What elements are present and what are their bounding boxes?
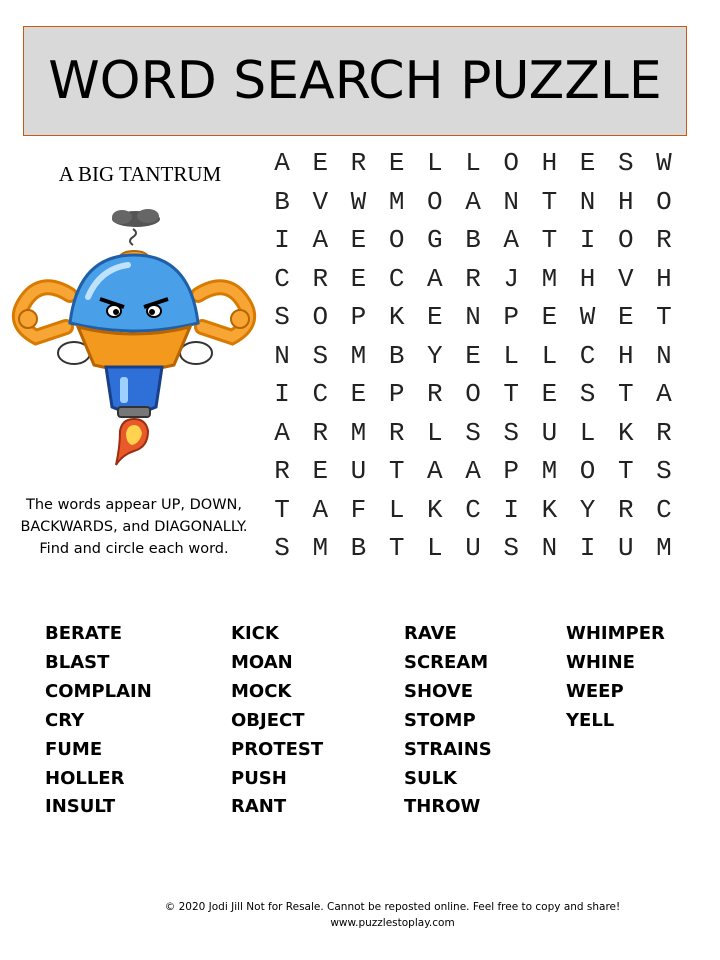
grid-letter[interactable]: L: [388, 494, 405, 525]
puzzle-subtitle: A BIG TANTRUM: [58, 162, 222, 186]
grid-letter[interactable]: R: [465, 263, 481, 294]
grid-letter[interactable]: H: [617, 186, 634, 217]
grid-letter[interactable]: E: [617, 302, 634, 332]
grid-letter[interactable]: S: [312, 340, 329, 371]
grid-letter[interactable]: T: [617, 456, 634, 486]
grid-letter[interactable]: M: [350, 340, 367, 371]
instructions: [8, 494, 260, 560]
word-list-item: STOMP: [404, 709, 476, 731]
grid-letter[interactable]: S: [579, 379, 596, 409]
grid-letter[interactable]: A: [312, 494, 329, 525]
grid-letter[interactable]: I: [579, 225, 596, 255]
grid-letter[interactable]: V: [312, 186, 329, 217]
word-list-item: RAVE: [404, 623, 457, 644]
grid-row: [263, 339, 683, 378]
grid-letter[interactable]: B: [388, 340, 405, 371]
word-list-item: PUSH: [231, 767, 287, 789]
grid-letter[interactable]: N: [274, 340, 290, 371]
title-banner: [23, 26, 687, 136]
grid-letter[interactable]: M: [388, 186, 405, 217]
grid-letter[interactable]: C: [465, 494, 481, 525]
grid-letter[interactable]: R: [656, 417, 672, 448]
grid-letter[interactable]: F: [350, 494, 367, 525]
grid-letter[interactable]: R: [388, 417, 405, 448]
grid-letter[interactable]: T: [274, 494, 290, 525]
smoke-cloud-icon: [112, 209, 160, 245]
grid-letter[interactable]: E: [541, 379, 558, 409]
grid-letter[interactable]: E: [312, 148, 329, 178]
grid-letter[interactable]: S: [274, 302, 290, 332]
grid-letter[interactable]: L: [427, 533, 443, 563]
grid-letter[interactable]: P: [350, 302, 367, 332]
grid-letter[interactable]: N: [503, 186, 520, 217]
grid-letter[interactable]: E: [541, 302, 558, 332]
grid-row: [263, 300, 683, 339]
grid-letter[interactable]: A: [465, 456, 481, 486]
grid-letter[interactable]: H: [617, 340, 634, 371]
word-list-item: RANT: [231, 796, 287, 818]
instructions-line: The words appear UP, DOWN,: [26, 497, 242, 513]
grid-letter[interactable]: O: [427, 186, 443, 217]
grid-letter[interactable]: C: [388, 263, 405, 294]
grid-letter[interactable]: A: [427, 456, 443, 486]
grid-letter[interactable]: T: [617, 379, 634, 409]
grid-letter[interactable]: W: [350, 186, 367, 217]
grid-letter[interactable]: C: [579, 340, 596, 371]
grid-letter[interactable]: N: [579, 186, 596, 217]
grid-letter[interactable]: R: [274, 456, 290, 486]
grid-letter[interactable]: B: [465, 225, 481, 255]
grid-letter[interactable]: G: [427, 225, 443, 255]
grid-row: [263, 262, 683, 301]
tantrum-robot-illustration: [8, 207, 260, 467]
grid-letter[interactable]: N: [541, 533, 558, 563]
letter-grid: [263, 146, 683, 570]
word-list-item: FUME: [45, 738, 103, 760]
grid-letter[interactable]: O: [465, 379, 481, 409]
word-list-item: HOLLER: [45, 767, 125, 789]
grid-letter[interactable]: A: [656, 379, 672, 409]
grid-letter[interactable]: S: [503, 533, 520, 563]
grid-row: [263, 493, 683, 532]
grid-letter[interactable]: R: [312, 417, 329, 448]
page-title: WORD SEARCH PUZZLE: [48, 51, 662, 111]
grid-letter[interactable]: S: [274, 533, 290, 563]
grid-letter[interactable]: O: [579, 456, 596, 486]
grid-letter[interactable]: K: [617, 417, 634, 448]
word-list-item: BLAST: [45, 651, 110, 673]
grid-letter[interactable]: V: [617, 263, 634, 294]
grid-letter[interactable]: K: [541, 494, 558, 525]
grid-row: [263, 454, 683, 493]
grid-letter[interactable]: C: [274, 263, 290, 294]
grid-letter[interactable]: R: [350, 148, 367, 178]
word-list-item: OBJECT: [231, 709, 305, 731]
word-column-1: [45, 620, 152, 822]
grid-letter[interactable]: N: [656, 340, 672, 371]
grid-letter[interactable]: A: [312, 225, 329, 255]
word-list-item: WEEP: [566, 680, 624, 702]
grid-letter[interactable]: M: [312, 533, 329, 563]
grid-letter[interactable]: S: [656, 456, 672, 486]
grid-letter[interactable]: H: [579, 263, 596, 294]
grid-letter[interactable]: I: [503, 494, 520, 525]
grid-letter[interactable]: C: [312, 379, 329, 409]
grid-letter[interactable]: I: [274, 225, 290, 255]
right-arm: [198, 287, 249, 337]
flame-icon: [116, 419, 148, 465]
copyright-text: © 2020 Jodi Jill Not for Resale. Cannot be reposted online. Feel free to copy and share!: [164, 901, 621, 913]
grid-letter[interactable]: S: [465, 417, 481, 448]
grid-letter[interactable]: L: [503, 340, 520, 371]
grid-letter[interactable]: H: [541, 148, 558, 178]
grid-row: [263, 185, 683, 224]
grid-letter[interactable]: T: [503, 379, 520, 409]
grid-letter[interactable]: T: [541, 225, 558, 255]
grid-row: [263, 223, 683, 262]
grid-letter[interactable]: U: [465, 533, 481, 563]
instructions-line: BACKWARDS, and DIAGONALLY.: [20, 519, 248, 535]
word-list-item: WHINE: [566, 651, 635, 673]
grid-letter[interactable]: Y: [427, 340, 443, 371]
grid-letter[interactable]: Y: [579, 494, 596, 525]
word-list-item: SCREAM: [404, 651, 489, 673]
grid-letter[interactable]: E: [465, 340, 481, 371]
grid-letter[interactable]: U: [617, 533, 634, 563]
grid-letter[interactable]: A: [274, 417, 290, 448]
grid-letter[interactable]: T: [541, 186, 558, 217]
grid-letter[interactable]: O: [503, 148, 520, 178]
word-list-item: SHOVE: [404, 680, 474, 702]
grid-letter[interactable]: E: [427, 302, 443, 332]
grid-letter[interactable]: I: [579, 533, 596, 563]
grid-letter[interactable]: S: [617, 148, 634, 178]
grid-letter[interactable]: O: [312, 302, 329, 332]
grid-letter[interactable]: P: [503, 302, 520, 332]
grid-letter[interactable]: A: [465, 186, 481, 217]
grid-letter[interactable]: R: [312, 263, 329, 294]
grid-letter[interactable]: O: [617, 225, 634, 255]
grid-letter[interactable]: E: [388, 148, 405, 178]
word-list-item: MOAN: [231, 651, 293, 673]
grid-letter[interactable]: L: [427, 417, 443, 448]
grid-letter[interactable]: E: [350, 263, 367, 294]
grid-letter[interactable]: S: [503, 417, 520, 448]
grid-letter[interactable]: T: [388, 533, 405, 563]
grid-letter[interactable]: K: [427, 494, 443, 525]
word-column-2: [231, 620, 323, 822]
grid-letter[interactable]: C: [656, 494, 672, 525]
word-list-item: MOCK: [231, 680, 292, 702]
grid-letter[interactable]: E: [350, 379, 367, 409]
word-list-item: CRY: [45, 709, 85, 731]
grid-letter[interactable]: H: [656, 263, 672, 294]
grid-letter[interactable]: J: [503, 263, 520, 294]
grid-letter[interactable]: O: [656, 186, 672, 217]
grid-letter[interactable]: R: [656, 225, 672, 255]
grid-letter[interactable]: N: [465, 302, 481, 332]
grid-letter[interactable]: M: [541, 263, 558, 294]
grid-letter[interactable]: W: [579, 302, 596, 332]
grid-letter[interactable]: B: [274, 186, 290, 217]
word-list-item: KICK: [231, 623, 279, 644]
grid-letter[interactable]: R: [617, 494, 634, 525]
grid-letter[interactable]: A: [503, 225, 520, 255]
word-list-item: PROTEST: [231, 738, 324, 760]
instructions-line: Find and circle each word.: [39, 541, 229, 557]
grid-letter[interactable]: E: [312, 456, 329, 486]
grid-letter[interactable]: B: [350, 533, 367, 563]
word-list-item: SULK: [404, 767, 457, 789]
word-list-item: INSULT: [45, 796, 116, 818]
grid-letter[interactable]: P: [503, 456, 520, 486]
word-list-item: BERATE: [45, 623, 122, 644]
grid-letter[interactable]: M: [350, 417, 367, 448]
word-list-item: STRAINS: [404, 738, 492, 760]
grid-letter[interactable]: A: [427, 263, 443, 294]
grid-letter[interactable]: L: [427, 148, 443, 178]
word-list-item: COMPLAIN: [45, 680, 152, 702]
grid-letter[interactable]: R: [427, 379, 443, 409]
grid-letter[interactable]: M: [656, 533, 672, 563]
grid-row: [263, 146, 683, 185]
grid-letter[interactable]: K: [388, 302, 405, 332]
grid-letter[interactable]: L: [579, 417, 596, 448]
grid-letter[interactable]: M: [541, 456, 558, 486]
grid-letter[interactable]: T: [388, 456, 405, 486]
word-list-item: WHIMPER: [566, 623, 665, 644]
grid-letter[interactable]: L: [465, 148, 481, 178]
grid-letter[interactable]: A: [274, 148, 290, 178]
grid-letter[interactable]: U: [541, 417, 558, 448]
word-column-4: [566, 620, 665, 736]
grid-letter[interactable]: T: [656, 302, 672, 332]
grid-letter[interactable]: O: [388, 225, 405, 255]
grid-row: [263, 416, 683, 455]
grid-letter[interactable]: L: [541, 340, 558, 371]
website-url: www.puzzlestoplay.com: [330, 917, 455, 929]
grid-letter[interactable]: W: [656, 148, 672, 178]
grid-letter[interactable]: I: [274, 379, 290, 409]
word-column-3: [404, 620, 492, 822]
footer: [150, 899, 635, 931]
word-list-item: YELL: [566, 709, 615, 731]
grid-letter[interactable]: E: [350, 225, 367, 255]
grid-letter[interactable]: U: [350, 456, 367, 486]
grid-row: [263, 377, 683, 416]
grid-letter[interactable]: E: [579, 148, 596, 178]
word-list-item: THROW: [404, 796, 481, 818]
grid-row: [263, 531, 683, 570]
grid-letter[interactable]: P: [388, 379, 405, 409]
left-arm: [19, 287, 70, 337]
